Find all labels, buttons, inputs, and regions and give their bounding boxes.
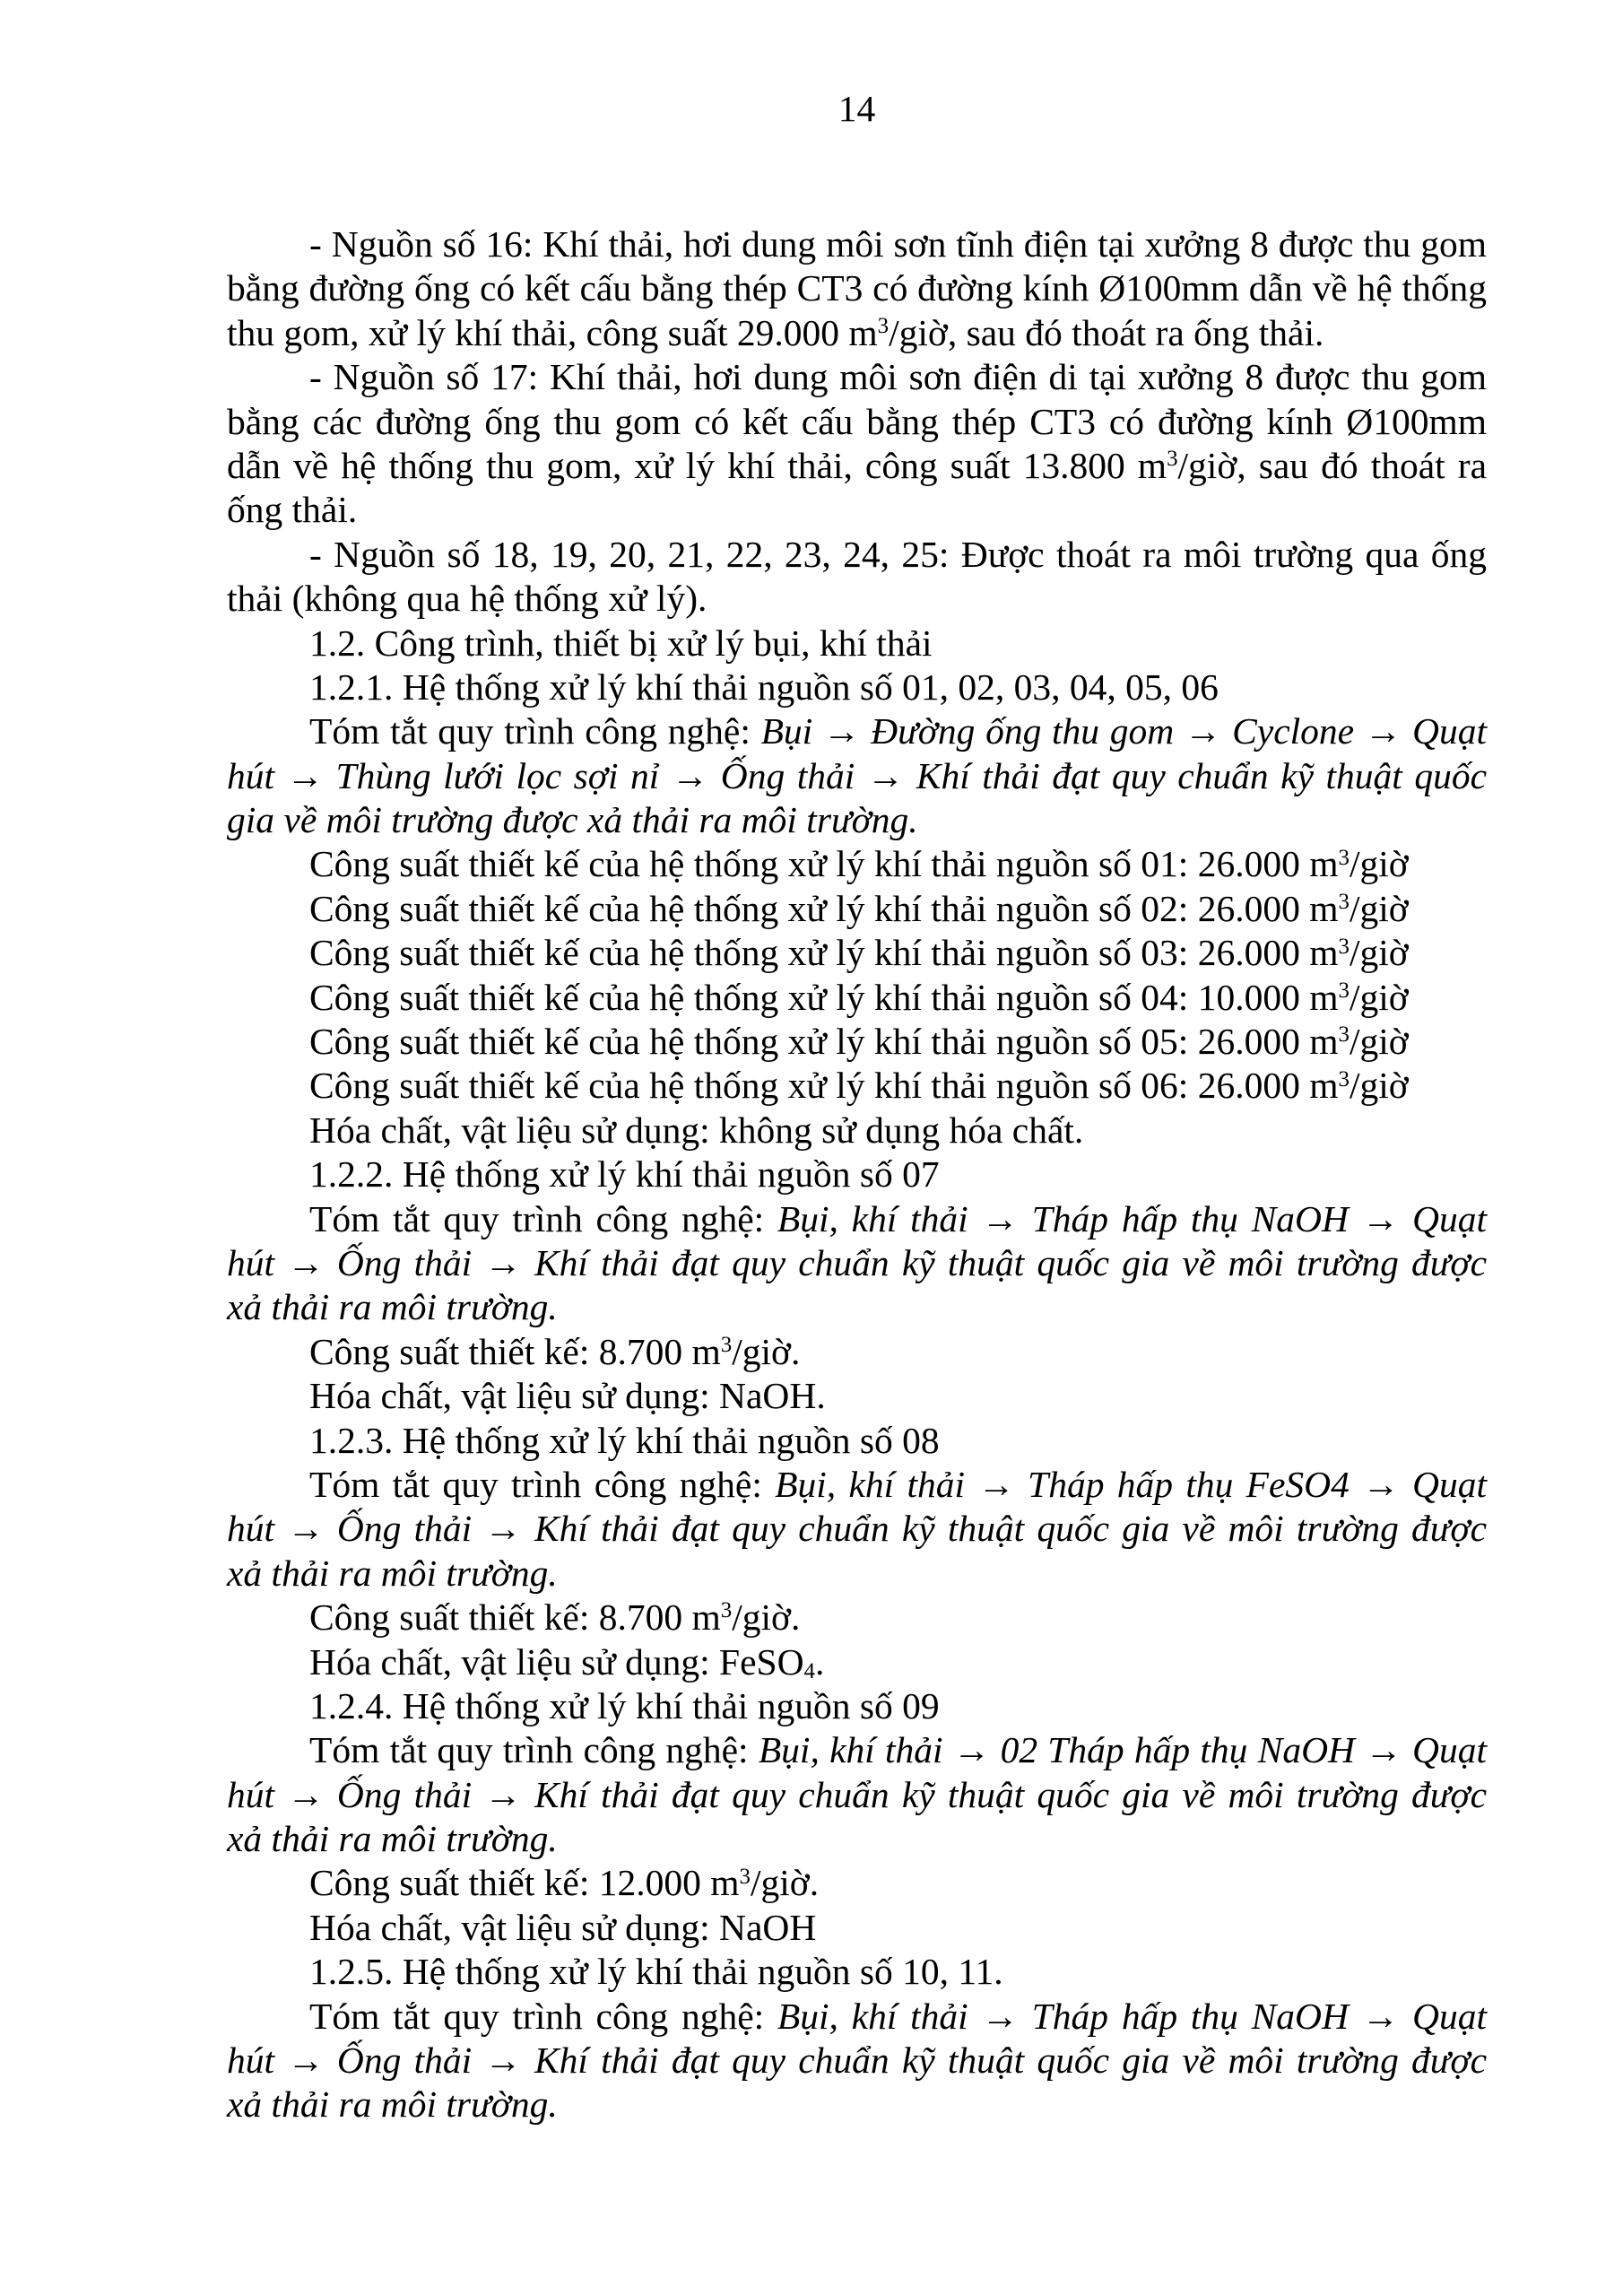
- text-segment: /giờ.: [732, 1330, 801, 1372]
- paragraph: [227, 1995, 1487, 2127]
- document-body: [227, 222, 1487, 2127]
- text-segment: Công suất thiết kế của hệ thống xử lý khí thải nguồn số 01: 26.000 m: [309, 843, 1339, 885]
- text-line: [227, 798, 1487, 842]
- text-segment: /giờ: [1349, 976, 1409, 1018]
- text-line: [227, 311, 1487, 355]
- text-segment: Hóa chất, vật liệu sử dụng: NaOH.: [309, 1375, 826, 1417]
- text-segment: Hóa chất, vật liệu sử dụng: NaOH: [309, 1906, 817, 1948]
- text-segment: Công suất thiết kế: 8.700 m: [309, 1596, 721, 1639]
- superscript-text: 3: [1338, 934, 1350, 959]
- paragraph: [227, 1728, 1487, 1861]
- text-segment: Công suất thiết kế của hệ thống xử lý khí thải nguồn số 04: 10.000 m: [309, 976, 1339, 1018]
- text-line: [227, 1197, 1487, 1241]
- paragraph: [227, 1109, 1487, 1152]
- paragraph: [227, 931, 1487, 975]
- paragraph: [227, 1950, 1487, 1994]
- text-line: [227, 577, 1487, 621]
- paragraph: [227, 976, 1487, 1020]
- text-segment: xả thải ra môi trường.: [227, 1286, 558, 1328]
- text-line: [227, 1728, 1487, 1772]
- text-line: [227, 976, 1487, 1020]
- text-segment: - Nguồn số 16: Khí thải, hơi dung môi sơn tĩnh điện tại xưởng 8 được thu gom: [309, 223, 1487, 265]
- text-segment: Công suất thiết kế của hệ thống xử lý khí thải nguồn số 06: 26.000 m: [309, 1065, 1339, 1107]
- text-segment: Tóm tắt quy trình công nghệ:: [309, 710, 761, 752]
- text-segment: gia về môi trường được xả thải ra môi trường.: [227, 799, 918, 841]
- page-content: [227, 0, 1487, 2127]
- superscript-text: 3: [1338, 1022, 1350, 1048]
- text-line: [227, 1552, 1487, 1596]
- text-line: [227, 1950, 1487, 1994]
- superscript-text: 3: [1338, 1066, 1350, 1091]
- text-segment: dẫn về hệ thống thu gom, xử lý khí thải, công suất 13.800 m: [227, 444, 1167, 486]
- text-line: [227, 1374, 1487, 1418]
- text-line: [227, 1064, 1487, 1108]
- paragraph: [227, 1064, 1487, 1108]
- paragraph: [227, 1419, 1487, 1463]
- superscript-text: 3: [720, 1333, 733, 1358]
- paragraph: [227, 1330, 1487, 1374]
- text-line: [227, 622, 1487, 665]
- paragraph: [227, 1906, 1487, 1950]
- paragraph: [227, 533, 1487, 622]
- text-line: [227, 266, 1487, 310]
- text-line: [227, 1817, 1487, 1861]
- superscript-text: 3: [1338, 978, 1350, 1003]
- text-segment: - Nguồn số 17: Khí thải, hơi dung môi sơn điện di tại xưởng 8 được thu gom: [309, 356, 1487, 398]
- text-segment: Tóm tắt quy trình công nghệ:: [309, 1463, 776, 1505]
- text-segment: Hóa chất, vật liệu sử dụng: FeSO: [309, 1640, 804, 1683]
- text-segment: Tóm tắt quy trình công nghệ:: [309, 1995, 777, 2037]
- text-segment: Công suất thiết kế của hệ thống xử lý khí thải nguồn số 02: 26.000 m: [309, 887, 1339, 929]
- text-line: [227, 1684, 1487, 1728]
- text-segment: /giờ.: [750, 1862, 820, 1904]
- text-segment: /giờ: [1349, 932, 1409, 974]
- text-line: [227, 842, 1487, 886]
- text-segment: thải (không qua hệ thống xử lý).: [227, 578, 707, 620]
- paragraph: [227, 1463, 1487, 1596]
- text-segment: /giờ: [1349, 843, 1409, 885]
- text-line: [227, 1640, 1487, 1684]
- text-segment: Công suất thiết kế của hệ thống xử lý khí thải nguồn số 03: 26.000 m: [309, 932, 1339, 974]
- text-segment: Bụi, khí thải → Tháp hấp thụ FeSO4 → Quạt: [775, 1463, 1487, 1505]
- paragraph: [227, 1020, 1487, 1064]
- text-segment: 1.2.1. Hệ thống xử lý khí thải nguồn số 01, 02, 03, 04, 05, 06: [309, 665, 1219, 708]
- text-line: [227, 1463, 1487, 1507]
- superscript-text: 3: [1338, 845, 1350, 870]
- text-segment: Tóm tắt quy trình công nghệ:: [309, 1729, 759, 1771]
- text-segment: bằng các đường ống thu gom có kết cấu bằng thép CT3 có đường kính Ø100mm: [227, 400, 1487, 442]
- text-line: [227, 533, 1487, 577]
- text-line: [227, 931, 1487, 975]
- text-line: [227, 400, 1487, 444]
- paragraph: [227, 887, 1487, 931]
- text-line: [227, 1241, 1487, 1285]
- text-segment: Bụi, khí thải → Tháp hấp thụ NaOH → Quạt: [777, 1995, 1488, 2037]
- text-segment: xả thải ra môi trường.: [227, 1818, 558, 1860]
- text-segment: 1.2.3. Hệ thống xử lý khí thải nguồn số 08: [309, 1419, 940, 1461]
- paragraph: [227, 222, 1487, 355]
- text-segment: /giờ, sau đó thoát ra ống thải.: [889, 311, 1324, 353]
- text-segment: Công suất thiết kế của hệ thống xử lý khí thải nguồn số 05: 26.000 m: [309, 1021, 1339, 1063]
- text-segment: 1.2.4. Hệ thống xử lý khí thải nguồn số 09: [309, 1684, 940, 1726]
- text-segment: hút → Ống thải → Khí thải đạt quy chuẩn kỹ thuật quốc gia về môi trường được: [227, 1773, 1487, 1815]
- text-segment: thu gom, xử lý khí thải, công suất 29.000 m: [227, 311, 878, 353]
- text-segment: Bụi → Đường ống thu gom → Cyclone → Quạt: [760, 710, 1487, 752]
- text-line: [227, 709, 1487, 753]
- superscript-text: 3: [1167, 447, 1178, 472]
- text-segment: Công suất thiết kế: 12.000 m: [309, 1862, 740, 1904]
- text-line: [227, 1906, 1487, 1950]
- text-segment: ống thải.: [227, 489, 358, 531]
- text-line: [227, 2083, 1487, 2126]
- text-line: [227, 488, 1487, 532]
- text-line: [227, 2039, 1487, 2083]
- text-segment: /giờ.: [732, 1596, 801, 1639]
- text-segment: Tóm tắt quy trình công nghệ:: [309, 1197, 777, 1239]
- text-segment: hút → Ống thải → Khí thải đạt quy chuẩn kỹ thuật quốc gia về môi trường được: [227, 2039, 1487, 2082]
- text-line: [227, 1995, 1487, 2039]
- text-line: [227, 665, 1487, 709]
- text-segment: .: [815, 1640, 825, 1683]
- paragraph: [227, 842, 1487, 886]
- text-line: [227, 1773, 1487, 1817]
- text-segment: Bụi, khí thải → 02 Tháp hấp thụ NaOH → Quạt: [758, 1729, 1488, 1771]
- paragraph: [227, 1861, 1487, 1905]
- text-segment: /giờ: [1349, 1065, 1409, 1107]
- text-line: [227, 754, 1487, 798]
- text-segment: Hóa chất, vật liệu sử dụng: không sử dụng hóa chất.: [309, 1109, 1084, 1151]
- paragraph: [227, 622, 1487, 665]
- text-segment: xả thải ra môi trường.: [227, 1552, 558, 1594]
- text-segment: Công suất thiết kế: 8.700 m: [309, 1330, 721, 1372]
- text-segment: bằng đường ống có kết cấu bằng thép CT3 có đường kính Ø100mm dẫn về hệ thống: [227, 267, 1487, 309]
- paragraph: [227, 1640, 1487, 1684]
- text-line: [227, 1109, 1487, 1152]
- paragraph: [227, 355, 1487, 533]
- superscript-text: 3: [720, 1598, 733, 1623]
- text-line: [227, 355, 1487, 399]
- text-line: [227, 1507, 1487, 1551]
- paragraph: [227, 665, 1487, 709]
- text-line: [227, 1330, 1487, 1374]
- text-line: [227, 444, 1487, 488]
- paragraph: [227, 709, 1487, 842]
- text-segment: /giờ, sau đó thoát ra: [1177, 444, 1487, 486]
- superscript-text: 3: [1338, 890, 1350, 915]
- text-segment: hút → Ống thải → Khí thải đạt quy chuẩn kỹ thuật quốc gia về môi trường được: [227, 1508, 1487, 1550]
- subscript-text: 4: [803, 1658, 815, 1683]
- text-segment: /giờ: [1349, 887, 1409, 929]
- text-line: [227, 1596, 1487, 1639]
- text-line: [227, 1285, 1487, 1329]
- text-segment: hút → Thùng lưới lọc sợi nỉ → Ống thải → Khí thải đạt quy chuẩn kỹ thuật quốc: [227, 754, 1487, 796]
- superscript-text: 3: [877, 314, 890, 339]
- paragraph: [227, 1197, 1487, 1330]
- text-line: [227, 222, 1487, 266]
- text-segment: Bụi, khí thải → Tháp hấp thụ NaOH → Quạt: [777, 1197, 1488, 1239]
- paragraph: [227, 1684, 1487, 1728]
- text-segment: 1.2.5. Hệ thống xử lý khí thải nguồn số 10, 11.: [309, 1951, 1003, 1993]
- text-segment: /giờ: [1349, 1021, 1409, 1063]
- text-line: [227, 1419, 1487, 1463]
- text-segment: xả thải ra môi trường.: [227, 2083, 558, 2126]
- text-segment: hút → Ống thải → Khí thải đạt quy chuẩn kỹ thuật quốc gia về môi trường được: [227, 1241, 1487, 1283]
- text-line: [227, 1020, 1487, 1064]
- superscript-text: 3: [739, 1864, 751, 1889]
- paragraph: [227, 1374, 1487, 1418]
- text-segment: 1.2.2. Hệ thống xử lý khí thải nguồn số 07: [309, 1153, 940, 1196]
- text-line: [227, 1152, 1487, 1196]
- page-number: 14: [838, 88, 876, 129]
- text-line: [227, 887, 1487, 931]
- paragraph: [227, 1152, 1487, 1196]
- text-segment: 1.2. Công trình, thiết bị xử lý bụi, khí thải: [309, 622, 933, 664]
- paragraph: [227, 1596, 1487, 1639]
- text-segment: - Nguồn số 18, 19, 20, 21, 22, 23, 24, 25: Được thoát ra môi trường qua ống: [309, 533, 1487, 575]
- text-line: [227, 1861, 1487, 1905]
